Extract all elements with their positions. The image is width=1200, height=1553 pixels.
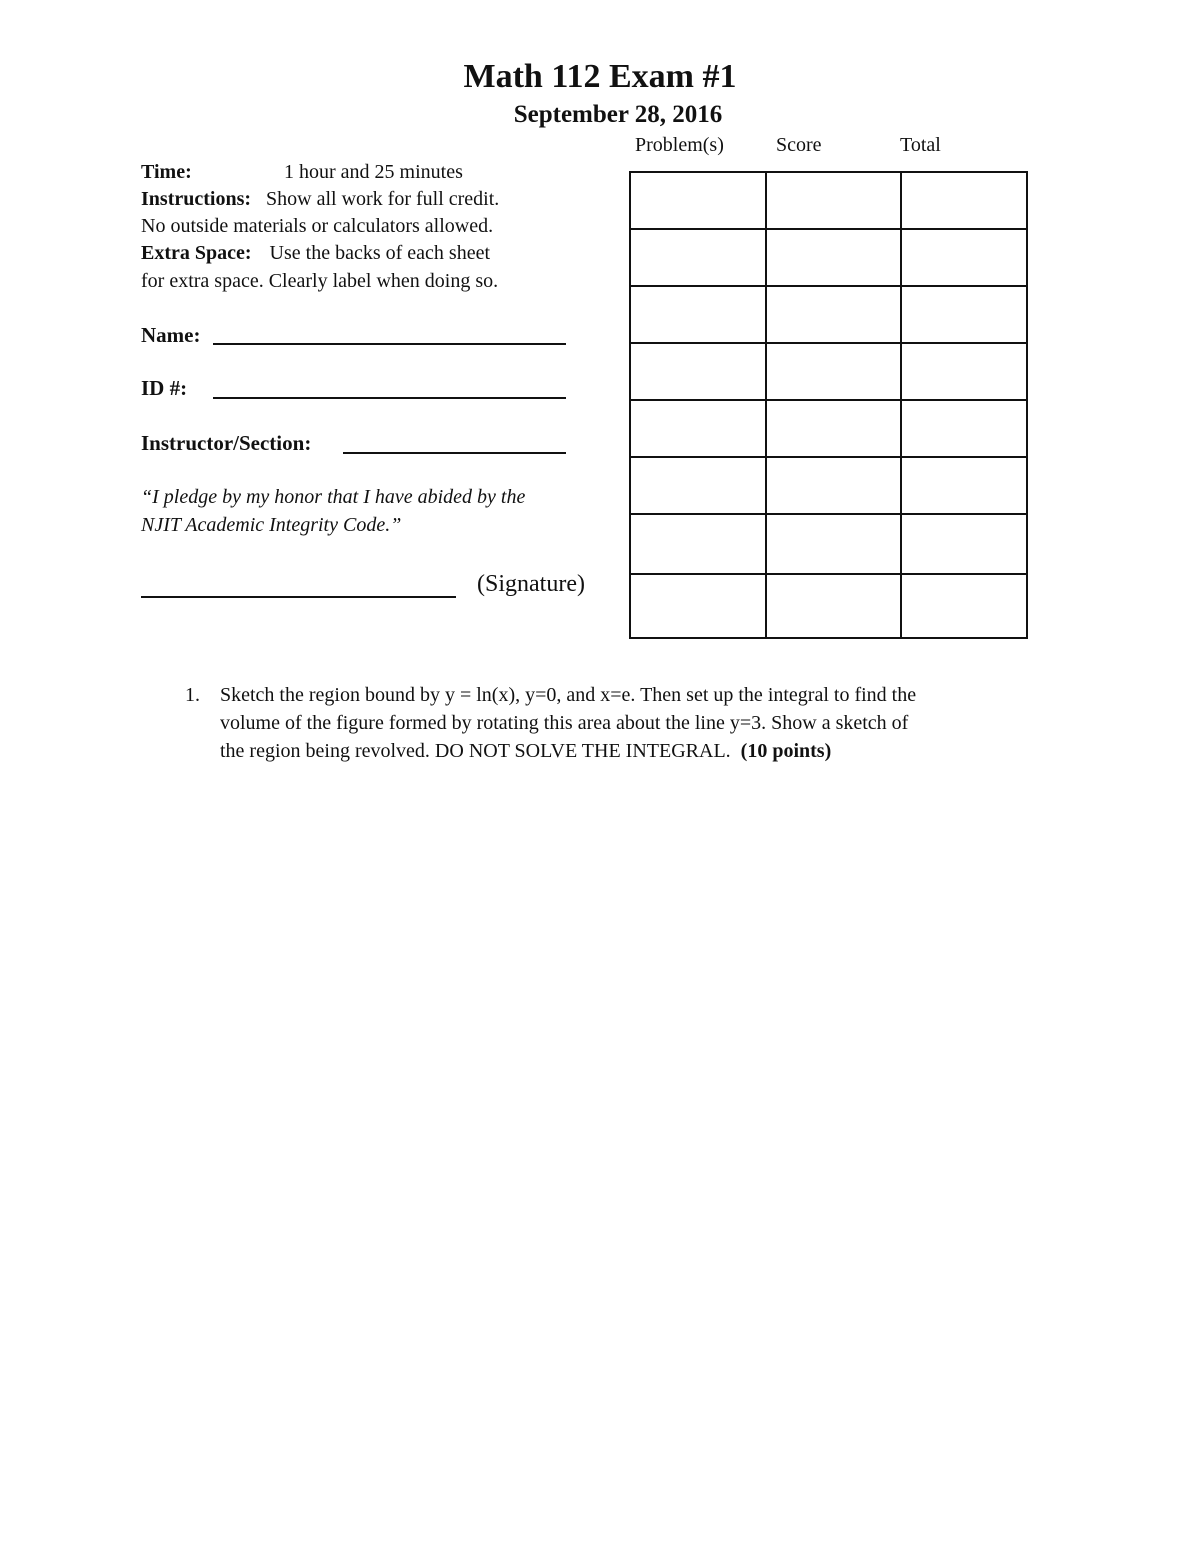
instructions-line2: No outside materials or calculators allowed. <box>141 215 494 237</box>
problem-cell[interactable] <box>630 286 766 343</box>
total-cell[interactable] <box>901 514 1027 574</box>
problem-cell[interactable] <box>630 457 766 514</box>
total-cell[interactable] <box>901 343 1027 400</box>
question-line-2: volume of the figure formed by rotating this area about the line y=3. Show a sketch of <box>220 712 909 734</box>
score-cell[interactable] <box>766 400 901 457</box>
instructions-label: Instructions: <box>141 188 252 210</box>
instructor-section-label: Instructor/Section: <box>141 431 312 455</box>
score-row <box>630 457 1027 514</box>
signature-label: (Signature) <box>477 571 585 597</box>
column-header-problems: Problem(s) <box>635 134 724 156</box>
instructions-row <box>141 186 499 213</box>
extra-space-label: Extra Space: <box>141 242 252 264</box>
column-header-score: Score <box>776 134 822 156</box>
problem-cell[interactable] <box>630 514 766 574</box>
question-line-3-text: the region being revolved. DO NOT SOLVE THE INTEGRAL. <box>220 740 731 762</box>
score-row <box>630 286 1027 343</box>
pledge-line-1: “I pledge by my honor that I have abided by the <box>141 486 526 508</box>
time-label: Time: <box>141 161 192 183</box>
problem-cell[interactable] <box>630 400 766 457</box>
exam-title: Math 112 Exam #1 <box>463 58 737 95</box>
time-value: 1 hour and 25 minutes <box>284 161 463 183</box>
extra-space-line2: for extra space. Clearly label when doing so. <box>141 270 499 292</box>
score-cell[interactable] <box>766 172 901 229</box>
score-table <box>629 171 1028 639</box>
total-cell[interactable] <box>901 457 1027 514</box>
question-points: (10 points) <box>740 740 832 762</box>
question-number: 1. <box>185 684 200 706</box>
score-cell[interactable] <box>766 514 901 574</box>
total-cell[interactable] <box>901 574 1027 638</box>
name-label: Name: <box>141 323 201 347</box>
column-header-total: Total <box>900 134 941 156</box>
score-row <box>630 172 1027 229</box>
score-cell[interactable] <box>766 229 901 286</box>
time-row <box>141 159 463 186</box>
instructions-value: Show all work for full credit. <box>266 188 500 210</box>
extra-space-value: Use the backs of each sheet <box>269 242 491 264</box>
score-cell[interactable] <box>766 343 901 400</box>
id-label: ID #: <box>141 376 188 400</box>
total-cell[interactable] <box>901 229 1027 286</box>
score-row <box>630 574 1027 638</box>
problem-cell[interactable] <box>630 172 766 229</box>
problem-cell[interactable] <box>630 574 766 638</box>
score-cell[interactable] <box>766 457 901 514</box>
score-row <box>630 229 1027 286</box>
score-cell[interactable] <box>766 574 901 638</box>
id-field[interactable] <box>213 397 566 399</box>
question-line-3 <box>220 737 831 765</box>
signature-field[interactable] <box>141 596 456 598</box>
problem-cell[interactable] <box>630 229 766 286</box>
question-line-1: Sketch the region bound by y = ln(x), y=0, and x=e. Then set up the integral to find the <box>220 684 917 706</box>
extra-space-row <box>141 240 490 267</box>
score-row <box>630 400 1027 457</box>
total-cell[interactable] <box>901 286 1027 343</box>
instructor-section-field[interactable] <box>343 452 566 454</box>
name-field[interactable] <box>213 343 566 345</box>
total-cell[interactable] <box>901 172 1027 229</box>
score-cell[interactable] <box>766 286 901 343</box>
pledge-line-2: NJIT Academic Integrity Code.” <box>141 514 402 536</box>
problem-cell[interactable] <box>630 343 766 400</box>
total-cell[interactable] <box>901 400 1027 457</box>
exam-date: September 28, 2016 <box>513 101 723 128</box>
score-row <box>630 343 1027 400</box>
score-row <box>630 514 1027 574</box>
